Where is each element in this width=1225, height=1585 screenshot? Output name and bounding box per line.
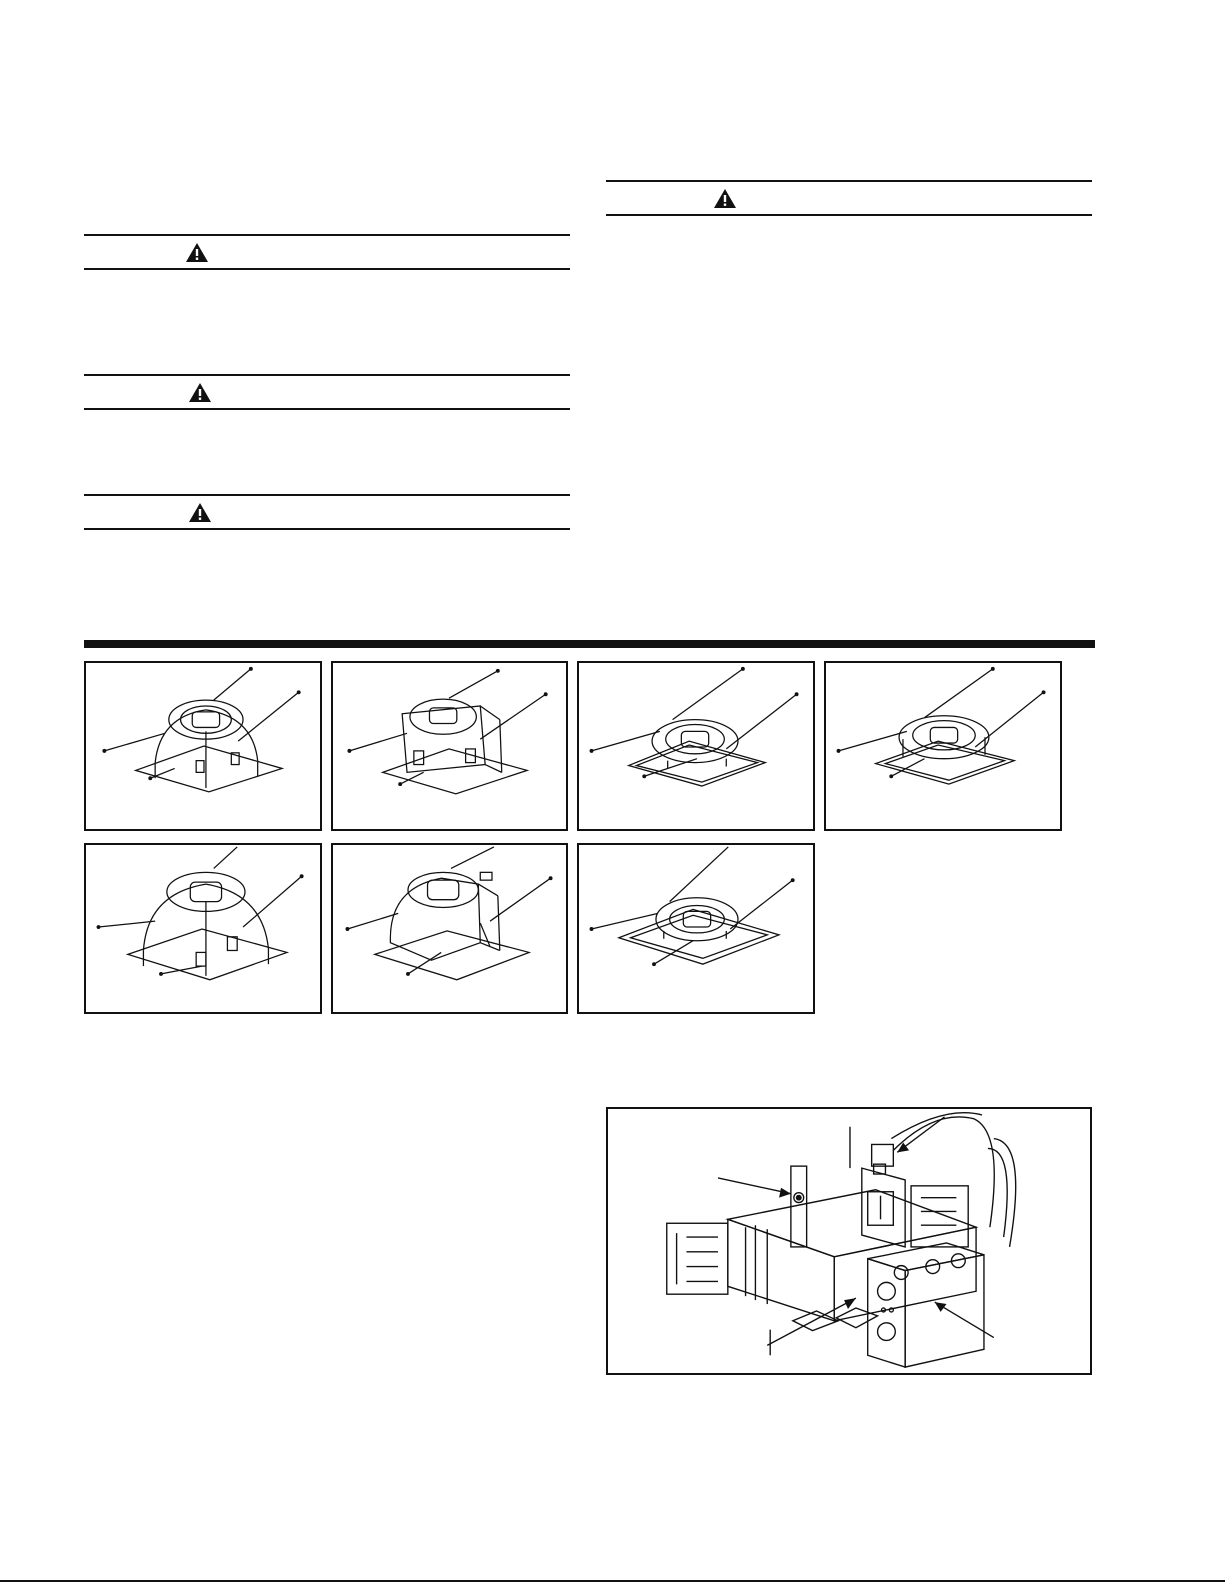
warning-block-2 [84, 374, 570, 410]
page-bottom-rule [0, 1580, 1225, 1582]
figure-housing-square-deep [331, 843, 568, 1014]
plate-round-flat-illustration [579, 663, 813, 829]
housing-round-dome-illustration [86, 845, 320, 1012]
warning-triangle-icon [188, 502, 212, 523]
warning-rule-top [84, 494, 570, 496]
figure-plate-round-flat [577, 661, 815, 831]
warning-rule-bottom [606, 214, 1092, 216]
figure-plate-square-flat [577, 843, 815, 1014]
housing-square-deep-illustration [333, 845, 566, 1012]
warning-rule-top [84, 234, 570, 236]
warning-block-3 [84, 494, 570, 530]
warning-triangle-icon [713, 188, 737, 209]
figure-housing-square-tall [331, 661, 568, 831]
warning-triangle-icon [188, 382, 212, 403]
warning-block-4 [606, 180, 1092, 216]
warning-triangle-icon [185, 242, 209, 263]
plate-square-flat-illustration [579, 845, 813, 1012]
plate-round-low-illustration [826, 663, 1060, 829]
warning-block-1 [84, 234, 570, 270]
figure-junction-box-detail [606, 1107, 1092, 1375]
section-divider-bar [84, 640, 1095, 648]
figure-housing-round-tall [84, 661, 322, 831]
housing-round-tall-illustration [86, 663, 320, 829]
figure-plate-round-low [824, 661, 1062, 831]
figure-housing-round-dome [84, 843, 322, 1014]
housing-square-tall-illustration [333, 663, 566, 829]
warning-rule-bottom [84, 528, 570, 530]
warning-rule-top [606, 180, 1092, 182]
warning-rule-bottom [84, 408, 570, 410]
warning-rule-bottom [84, 268, 570, 270]
junction-box-detail-illustration [608, 1109, 1090, 1373]
warning-rule-top [84, 374, 570, 376]
